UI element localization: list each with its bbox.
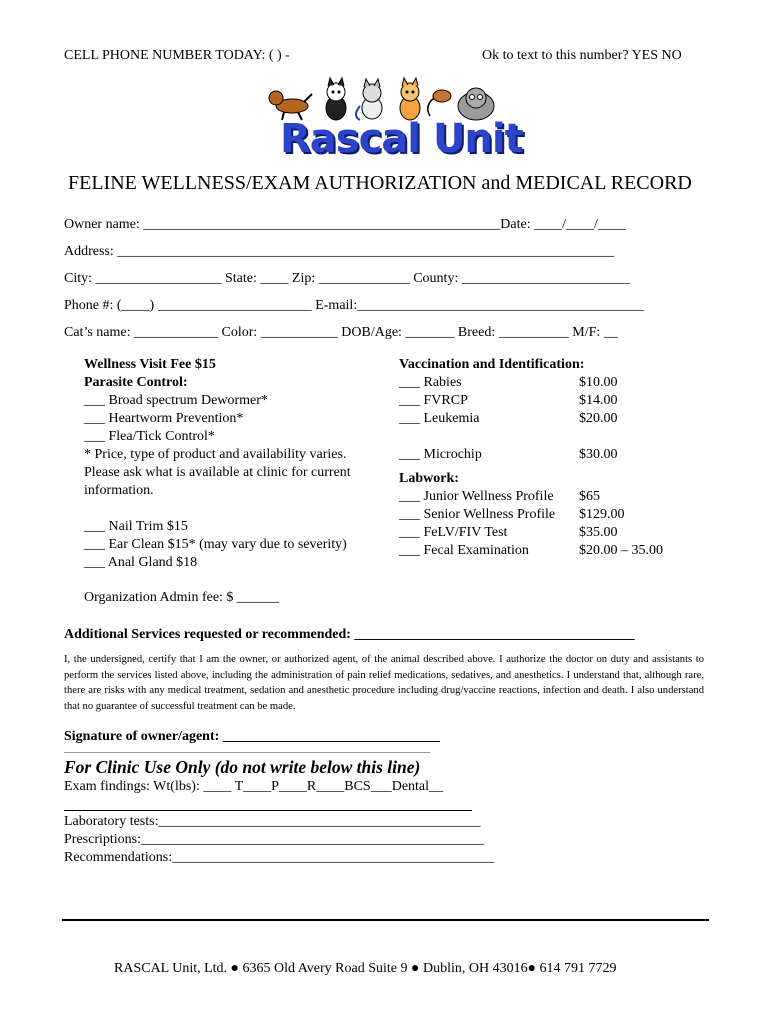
parasite-heading: Parasite Control:: [84, 375, 188, 390]
exam-findings-field[interactable]: Exam findings: Wt(lbs): ____ T____P____R____BCS___Dental__: [64, 779, 444, 794]
list-item[interactable]: ___ Broad spectrum Dewormer*: [84, 393, 268, 408]
certification-text: I, the undersigned, certify that I am the owner, or authorized agent, of the animal described above. I authorize the doctor on duty and assistants to perform the services listed above, including the administration of pain relief medications, sedatives, and anesthetics. I understand that, although rare, there are risks with any medical treatment, sedation and anesthetic procedure including drug/vaccine reactions, infection and death. I also understand that no guarantee of successful treatment can be made.: [64, 654, 704, 712]
cat-icon: [326, 78, 346, 120]
wellness-left-column: [84, 356, 351, 572]
list-item[interactable]: ___ Leukemia $20.00: [399, 411, 618, 426]
wellness-fee: Wellness Visit Fee $15: [84, 357, 216, 372]
list-item[interactable]: ___ Junior Wellness Profile $65: [399, 489, 600, 504]
cat-icon: [400, 78, 420, 120]
city-state-zip-field[interactable]: City: __________________ State: ____ Zip: _____________ County: ________________________: [64, 271, 630, 286]
list-item[interactable]: ___ FVRCP $14.00: [399, 393, 618, 408]
list-item[interactable]: ___ Flea/Tick Control*: [84, 429, 215, 444]
laboratory-tests-field[interactable]: Laboratory tests:______________________________________________: [64, 814, 481, 829]
list-item[interactable]: ___ Senior Wellness Profile $129.00: [399, 507, 625, 522]
list-item[interactable]: ___ Anal Gland $18: [84, 555, 198, 570]
divider: [64, 810, 472, 811]
page-title: FELINE WELLNESS/EXAM AUTHORIZATION and MEDICAL RECORD: [68, 172, 692, 194]
list-item[interactable]: ___ Heartworm Prevention*: [84, 411, 244, 426]
list-item[interactable]: ___ Microchip $30.00: [399, 447, 618, 462]
ok-to-text-field[interactable]: Ok to text to this number? YES NO: [482, 48, 682, 63]
list-item[interactable]: ___ Nail Trim $15: [84, 519, 188, 534]
signature-field[interactable]: Signature of owner/agent: _______________________________: [64, 729, 440, 744]
address-field[interactable]: Address: _______________________________________________________________________: [64, 244, 615, 259]
services-right-column: [399, 356, 663, 560]
price-note: information.: [84, 483, 154, 498]
rat-icon: [428, 90, 451, 116]
list-item[interactable]: ___ FeLV/FIV Test $35.00: [399, 525, 618, 540]
footer-address: RASCAL Unit, Ltd. ● 6365 Old Avery Road Suite 9 ● Dublin, OH 43016● 614 791 7729: [114, 961, 617, 976]
admin-fee-field[interactable]: Organization Admin fee: $ ______: [84, 590, 279, 605]
vaccination-heading: Vaccination and Identification:: [399, 357, 585, 372]
cell-phone-field[interactable]: CELL PHONE NUMBER TODAY: ( ) -: [64, 48, 290, 63]
additional-services-field[interactable]: Additional Services requested or recommended: ________________________________________: [64, 627, 635, 642]
price-note: Please ask what is available at clinic for current: [84, 465, 351, 480]
clinic-use-heading: For Clinic Use Only (do not write below this line): [64, 757, 421, 777]
list-item[interactable]: ___ Rabies $10.00: [399, 375, 618, 390]
logo-text: Rascal Unit: [280, 116, 523, 162]
prescriptions-field[interactable]: Prescriptions:_________________________________________________: [64, 832, 484, 847]
cat-details-field[interactable]: Cat’s name: ____________ Color: ___________ DOB/Age: _______ Breed: __________ M/F: __: [64, 325, 618, 340]
list-item[interactable]: ___ Fecal Examination $20.00 – 35.00: [399, 543, 663, 558]
cat-icon: [356, 79, 382, 120]
phone-email-field[interactable]: Phone #: (____) ______________________ E-mail:_________________________________________: [64, 298, 645, 313]
labwork-heading: Labwork:: [399, 471, 459, 486]
footer-divider: [62, 919, 709, 921]
owner-name-field[interactable]: Owner name: ___________________________________________________Date: ____/____/____: [64, 217, 626, 232]
logo: [264, 76, 523, 166]
recommendations-field[interactable]: Recommendations:______________________________________________: [64, 850, 495, 865]
price-note: * Price, type of product and availability varies.: [84, 447, 347, 462]
divider: [64, 752, 430, 753]
list-item[interactable]: ___ Ear Clean $15* (may vary due to severity): [84, 537, 347, 552]
